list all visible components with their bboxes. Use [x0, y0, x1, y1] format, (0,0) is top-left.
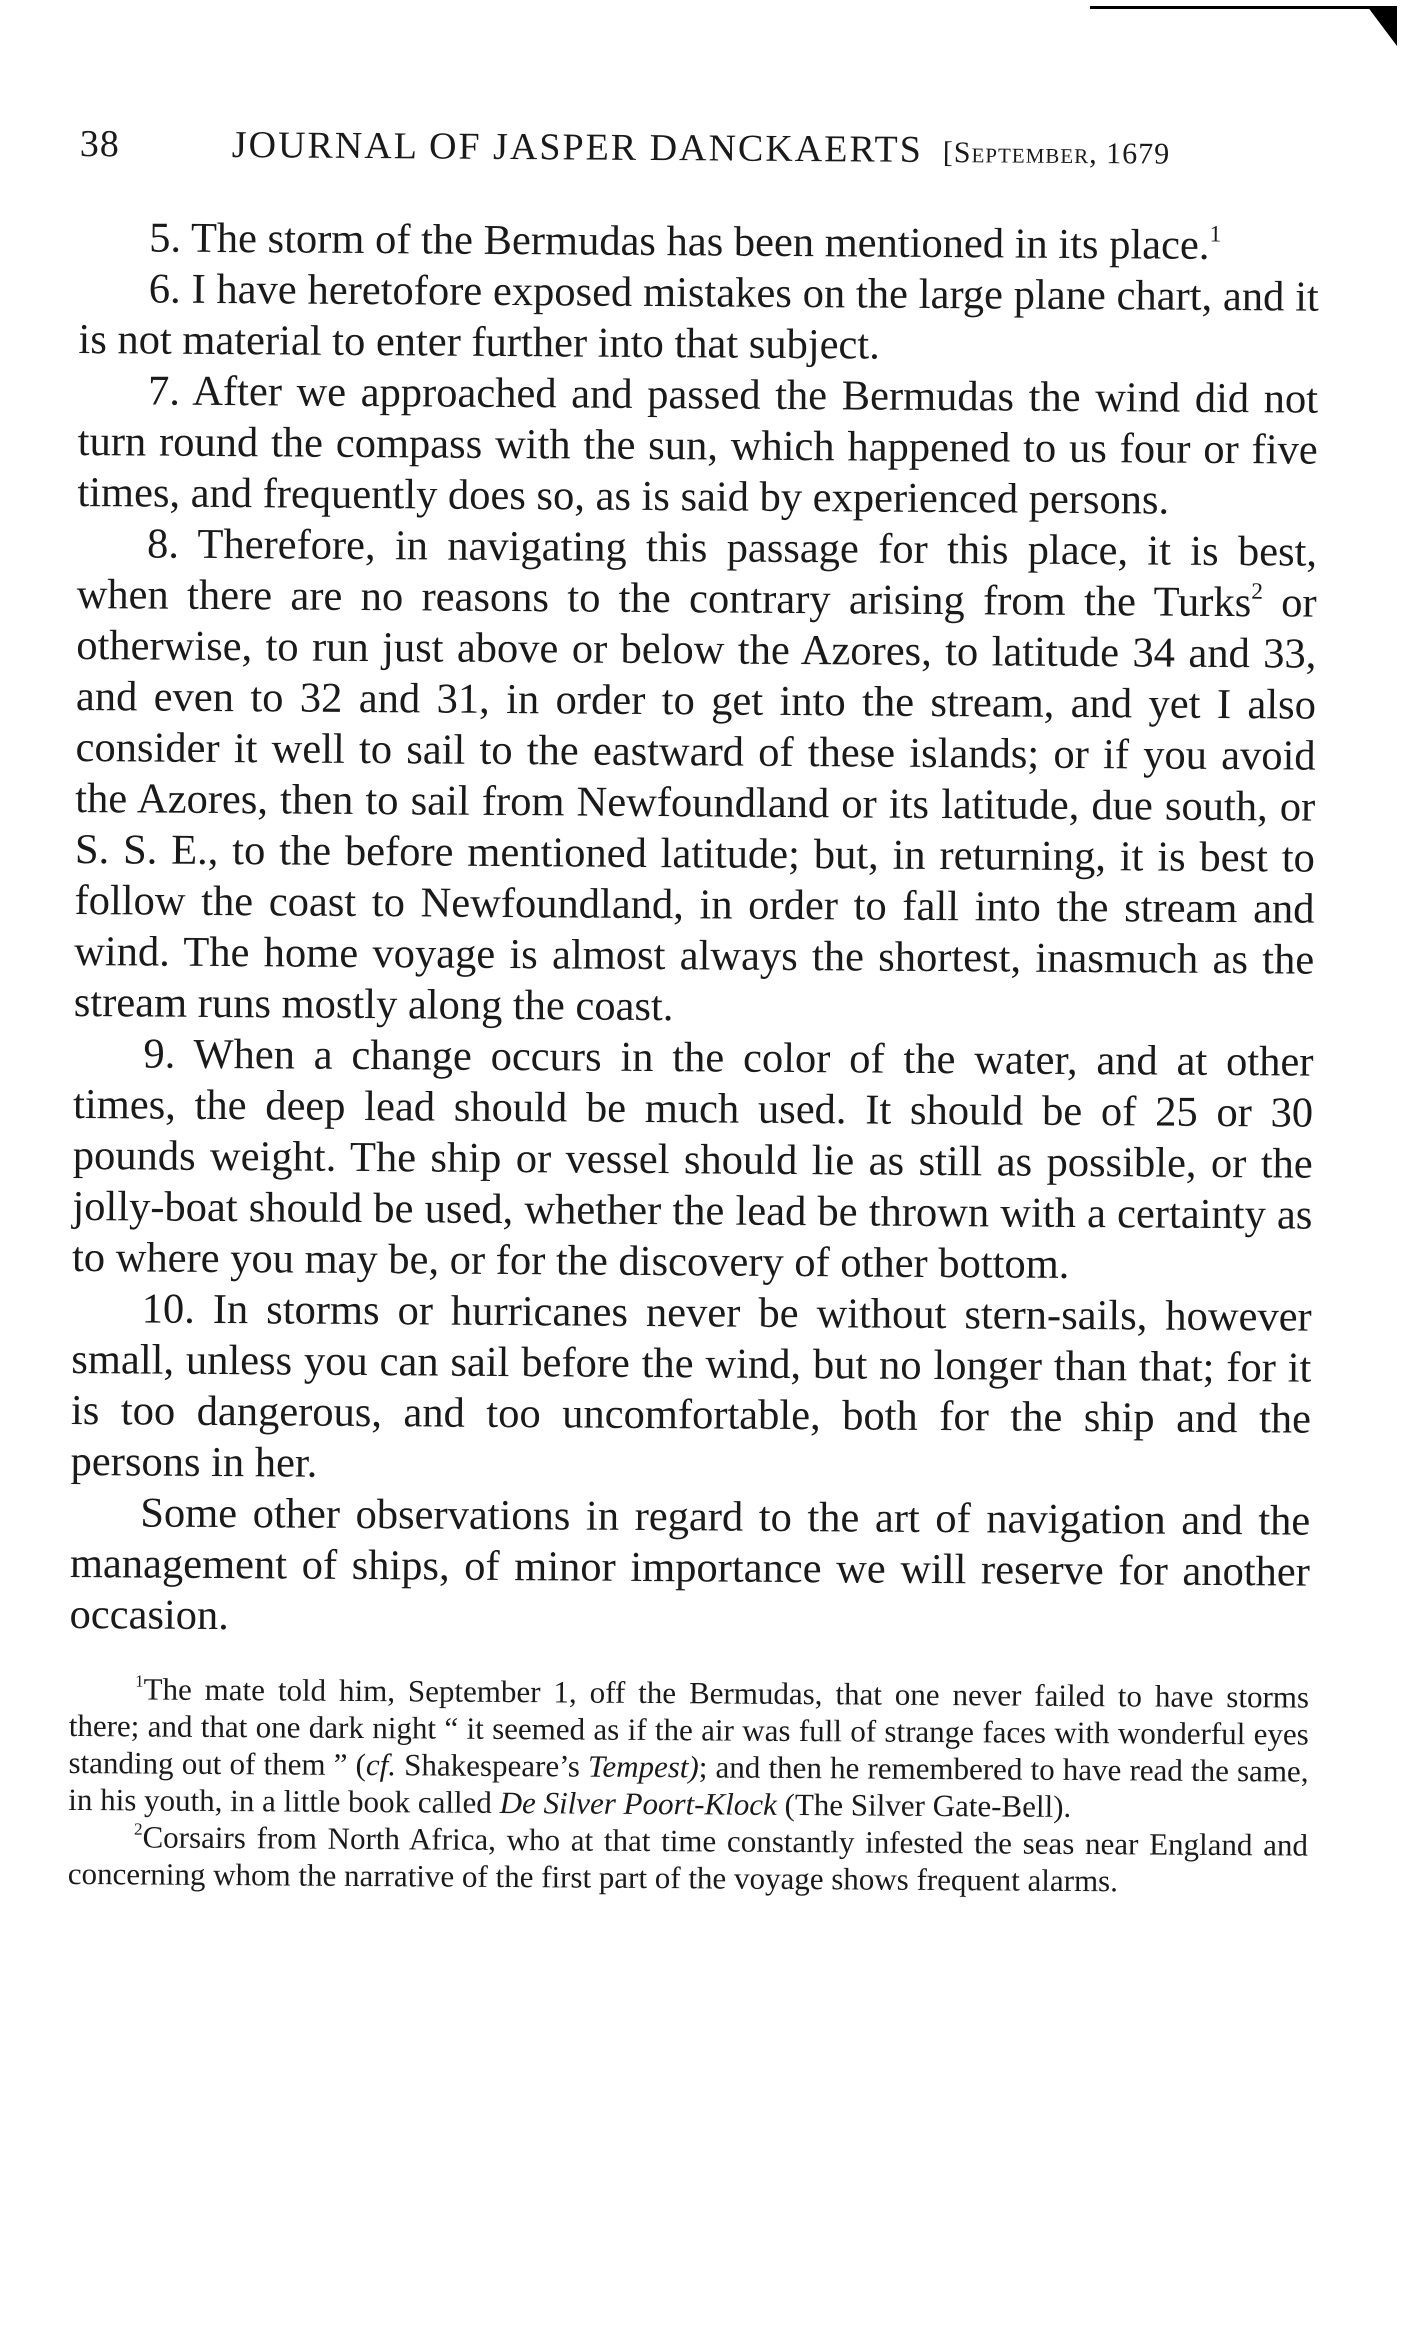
date-year: , 1679 [1089, 137, 1171, 171]
footnote-text: ; and then he remembered to have read the same, in his youth, in a little book called [68, 1749, 1309, 1820]
footnote-italic-title: Tempest) [587, 1748, 699, 1785]
paragraph-item-5 [79, 212, 1319, 272]
paragraph-text: 8. Therefore, in navigating this passage for this place, it is best, when there are no reasons to the contrary arising from the Turks [76, 520, 1318, 627]
paragraph-item-6 [78, 263, 1319, 374]
paragraph-text: 5. The storm of the Bermudas has been mentioned in its place. [149, 214, 1210, 269]
paragraph-text: 7. After we approached and passed the Bermudas the wind did not turn round the compass with the sun, which happened to us four or five times, and frequently does so, as is said by experienced persons. [77, 367, 1319, 524]
footnote-marker: 1 [135, 1671, 144, 1691]
paragraph-item-9 [72, 1028, 1314, 1292]
running-title: JOURNAL OF JASPER DANCKAERTS [231, 124, 923, 171]
footnote-italic-book: De Silver Poort-Klock [499, 1784, 777, 1822]
footnote-text: Corsairs from North Africa, who at that time constantly infested the seas near England and concerning whom the narrative of the first part of the voyage shows frequent alarms. [67, 1819, 1309, 1899]
running-head [80, 122, 1320, 175]
paragraph-text: Some other observations in regard to the art of navigation and the management of ships, of minor importance we will reserve for another occasion. [69, 1489, 1311, 1640]
footnote-text: Shakespeare’s [395, 1747, 589, 1784]
footnote-2 [68, 1818, 1308, 1901]
main-text [69, 212, 1319, 1649]
footnote-italic-cf: cf. [365, 1747, 397, 1783]
date-bracket: [ [942, 136, 954, 170]
footnote-text: The mate told him, September 1, off the Bermudas, that one never failed to have storms there; and that one dark night “ it seemed as if the air was full of strange faces with wonderful eyes standing out of them ” ( [68, 1671, 1310, 1783]
footnote-1 [68, 1670, 1309, 1827]
paragraph-item-10 [70, 1283, 1311, 1496]
paragraph-text: 6. I have heretofore exposed mistakes on the large plane chart, and it is not material to enter further into that subject. [78, 265, 1319, 369]
paragraph-item-8 [74, 518, 1318, 1037]
footnotes [68, 1670, 1310, 1901]
footnote-ref-2: 2 [1251, 578, 1264, 605]
paragraph-text: 9. When a change occurs in the color of the water, and at other times, the deep lead should be much used. It should be of 25 or 30 pounds weight. The ship or vessel should lie as still as possible, or the jolly-boat should be used, whether the lead be thrown with a certainty as to where you may be, or for the discovery of other bottom. [71, 1030, 1314, 1288]
scan-edge-mark [1090, 6, 1395, 16]
paragraph-text-cont: or otherwise, to run just above or below the Azores, to latitude 34 and 33, and even to 32 and 31, in order to get into the stream, and yet I also consider it well to sail to the eastward of these islands; or if you avoid the Azores, then to sail from Newfoundland or its latitude, due south, or S. S. E., to the before mentioned latitude; but, in returning, it is best to follow the coast to Newfoundland, in order to fall into the stream and wind. The home voyage is almost always the shortest, inasmuch as the stream runs mostly along the coast. [73, 579, 1317, 1031]
footnote-marker: 2 [134, 1819, 143, 1839]
footnote-text: (The Silver Gate-Bell). [776, 1786, 1072, 1824]
page-number: 38 [79, 122, 120, 166]
running-date [943, 136, 1171, 172]
paragraph-closing [69, 1487, 1310, 1649]
footnote-ref-1: 1 [1209, 221, 1222, 248]
paragraph-text: 10. In storms or hurricanes never be without stern-sails, however small, unless you can sail before the wind, but no longer than that; for it is too dangerous, and too uncomfortable, both for the ship and the persons in her. [70, 1285, 1312, 1487]
book-page [68, 122, 1320, 1901]
paragraph-item-7 [77, 365, 1318, 527]
date-month: September [953, 136, 1090, 171]
